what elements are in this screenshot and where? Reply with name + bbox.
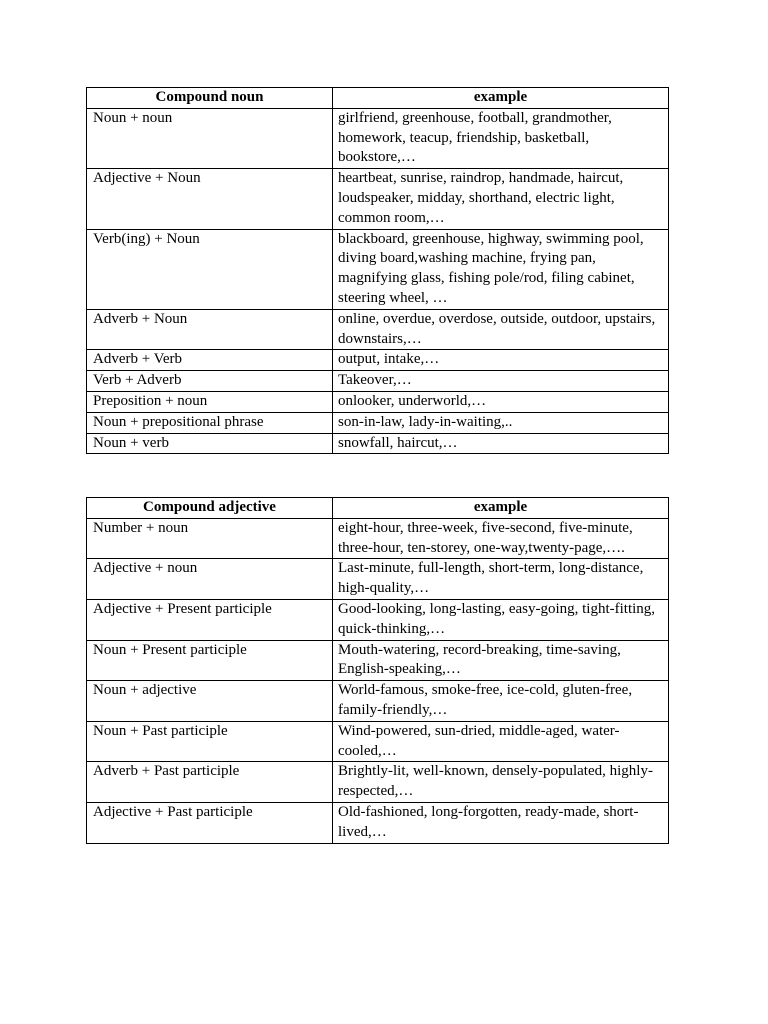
table-row (87, 802, 669, 843)
table-row (87, 391, 669, 412)
pattern-cell: Preposition + noun (87, 391, 333, 412)
pattern-cell: Noun + Present participle (87, 640, 333, 681)
column-header-compound-noun: Compound noun (87, 88, 333, 109)
example-cell: output, intake,… (333, 350, 669, 371)
example-cell: World-famous, smoke-free, ice-cold, gluten-free, family-friendly,… (333, 681, 669, 722)
table-row (87, 599, 669, 640)
pattern-cell: Noun + Past participle (87, 721, 333, 762)
table-row (87, 433, 669, 454)
table-row (87, 640, 669, 681)
example-cell: Old-fashioned, long-forgotten, ready-made, short-lived,… (333, 802, 669, 843)
pattern-cell: Noun + adjective (87, 681, 333, 722)
column-header-compound-adjective: Compound adjective (87, 498, 333, 519)
pattern-cell: Adjective + Present participle (87, 599, 333, 640)
pattern-cell: Noun + prepositional phrase (87, 412, 333, 433)
example-cell: onlooker, underworld,… (333, 391, 669, 412)
table-row (87, 721, 669, 762)
pattern-cell: Number + noun (87, 518, 333, 559)
table-row (87, 681, 669, 722)
example-cell: blackboard, greenhouse, highway, swimming pool, diving board,washing machine, frying pan, magnifying glass, fishing pole/rod, filing cabinet, steering wheel, … (333, 229, 669, 309)
example-cell: Last-minute, full-length, short-term, long-distance, high-quality,… (333, 559, 669, 600)
pattern-cell: Noun + noun (87, 108, 333, 168)
pattern-cell: Noun + verb (87, 433, 333, 454)
table-header-row (87, 498, 669, 519)
pattern-cell: Verb(ing) + Noun (87, 229, 333, 309)
column-header-example: example (333, 498, 669, 519)
example-cell: Good-looking, long-lasting, easy-going, tight-fitting, quick-thinking,… (333, 599, 669, 640)
pattern-cell: Adverb + Past participle (87, 762, 333, 803)
pattern-cell: Adverb + Verb (87, 350, 333, 371)
pattern-cell: Adjective + Noun (87, 169, 333, 229)
table-row (87, 559, 669, 600)
example-cell: Takeover,… (333, 371, 669, 392)
example-cell: Mouth-watering, record-breaking, time-saving, English-speaking,… (333, 640, 669, 681)
table-row (87, 169, 669, 229)
table-row (87, 518, 669, 559)
table-row (87, 108, 669, 168)
table-row (87, 309, 669, 350)
table-row (87, 371, 669, 392)
example-cell: Brightly-lit, well-known, densely-populated, highly-respected,… (333, 762, 669, 803)
pattern-cell: Verb + Adverb (87, 371, 333, 392)
example-cell: online, overdue, overdose, outside, outdoor, upstairs, downstairs,… (333, 309, 669, 350)
compound-adjective-table (86, 497, 669, 844)
table-row (87, 412, 669, 433)
pattern-cell: Adverb + Noun (87, 309, 333, 350)
example-cell: son-in-law, lady-in-waiting,.. (333, 412, 669, 433)
pattern-cell: Adjective + Past participle (87, 802, 333, 843)
example-cell: heartbeat, sunrise, raindrop, handmade, haircut, loudspeaker, midday, shorthand, electric light, common room,… (333, 169, 669, 229)
example-cell: girlfriend, greenhouse, football, grandmother, homework, teacup, friendship, basketball, bookstore,… (333, 108, 669, 168)
table-row (87, 350, 669, 371)
example-cell: eight-hour, three-week, five-second, five-minute, three-hour, ten-storey, one-way,twenty-page,…. (333, 518, 669, 559)
column-header-example: example (333, 88, 669, 109)
compound-noun-table (86, 87, 669, 454)
table-row (87, 229, 669, 309)
example-cell: snowfall, haircut,… (333, 433, 669, 454)
table-row (87, 762, 669, 803)
example-cell: Wind-powered, sun-dried, middle-aged, water-cooled,… (333, 721, 669, 762)
pattern-cell: Adjective + noun (87, 559, 333, 600)
table-header-row (87, 88, 669, 109)
